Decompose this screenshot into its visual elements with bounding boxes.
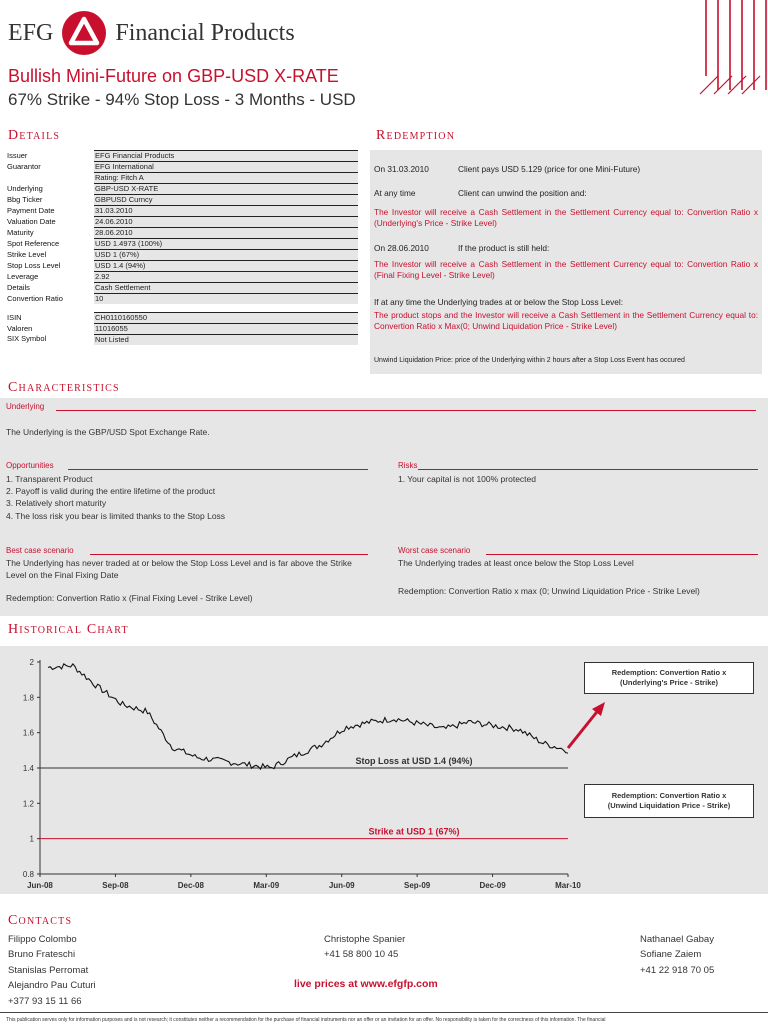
details-row xyxy=(6,312,358,323)
details-key: Stop Loss Level xyxy=(7,261,61,270)
historical-chart-heading: Historical Chart xyxy=(8,622,129,637)
details-row xyxy=(6,261,358,272)
details-value: 31.03.2010 xyxy=(94,206,358,217)
underlying-rule xyxy=(56,410,756,411)
details-value: GBP-USD X-RATE xyxy=(94,184,358,195)
contact-phone: +377 93 15 11 66 xyxy=(8,995,82,1007)
details-row xyxy=(6,294,358,305)
opportunity-item: 4. The loss risk you bear is limited thanks to the Stop Loss xyxy=(6,510,226,521)
details-value: CH0110160550 xyxy=(94,312,358,323)
opportunities-list xyxy=(6,473,225,522)
details-key xyxy=(6,304,94,312)
details-value: 24.06.2010 xyxy=(94,217,358,228)
details-key xyxy=(6,173,94,184)
best-case-rule xyxy=(90,554,368,555)
redemption-box-lower: Redemption: Convertion Ratio x (Unwind Liquidation Price - Strike) xyxy=(584,784,754,818)
underlying-text: The Underlying is the GBP/USD Spot Exchange Rate. xyxy=(6,427,210,437)
details-value xyxy=(94,304,358,312)
risks-label: Risks xyxy=(398,461,418,470)
worst-case-rule xyxy=(486,554,758,555)
y-tick-label: 0.8 xyxy=(22,870,34,879)
redemption-heading: Redemption xyxy=(376,128,456,143)
details-key: Valoren xyxy=(7,323,33,333)
details-row xyxy=(6,217,358,228)
opportunities-label: Opportunities xyxy=(6,461,54,470)
opportunity-item: 3. Relatively short maturity xyxy=(6,498,107,509)
product-title: Bullish Mini-Future on GBP-USD X-RATE xyxy=(8,66,339,86)
x-tick-label: Mar-10 xyxy=(555,881,581,890)
details-value: 11016055 xyxy=(94,323,358,334)
brand-left-text: EFG xyxy=(8,19,54,46)
details-value: EFG International xyxy=(94,162,358,173)
up-arrow-icon xyxy=(568,708,600,748)
details-key: Maturity xyxy=(7,228,34,237)
worst-case-text: The Underlying trades at least once below the Stop Loss Level xyxy=(398,558,634,568)
underlying-label: Underlying xyxy=(6,402,45,411)
redemption-box-upper: Redemption: Convertion Ratio x (Underlying's Price - Strike) xyxy=(584,662,754,694)
details-value: Not Listed xyxy=(94,334,358,345)
contact-name: Nathanael Gabay xyxy=(640,934,714,945)
opportunities-rule xyxy=(68,469,368,470)
details-key: ISIN xyxy=(7,312,22,322)
characteristics-heading: Characteristics xyxy=(8,380,120,395)
details-row xyxy=(6,206,358,217)
redemption-line-3: On 28.06.2010 If the product is still held: xyxy=(374,243,550,253)
footer-divider xyxy=(0,1012,768,1013)
x-tick-label: Sep-08 xyxy=(102,881,129,890)
opportunity-item: 2. Payoff is valid during the entire lifetime of the product xyxy=(6,486,216,497)
details-value: 28.06.2010 xyxy=(94,228,358,239)
details-row xyxy=(6,162,358,173)
contact-phone: +41 58 800 10 45 xyxy=(324,949,399,961)
details-key: Bbg Ticker xyxy=(7,195,43,204)
brand-right-text: Financial Products xyxy=(115,19,295,46)
details-row xyxy=(6,304,358,312)
x-tick-label: Jun-09 xyxy=(328,881,355,890)
contact-name: Alejandro Pau Cuturi xyxy=(8,980,96,992)
details-value: 2.92 xyxy=(94,272,358,283)
contacts-column-1 xyxy=(8,932,96,1009)
details-row xyxy=(6,195,358,206)
x-tick-label: Dec-08 xyxy=(177,881,204,890)
best-case-redemption: Redemption: Convertion Ratio x (Final Fixing Level - Strike Level) xyxy=(6,593,253,603)
brand-logo xyxy=(8,8,295,58)
gbpusd-series-line xyxy=(48,664,568,769)
efg-logo-icon xyxy=(61,10,107,56)
risks-list xyxy=(398,473,536,485)
details-row xyxy=(6,334,358,345)
details-row xyxy=(6,283,358,294)
details-row xyxy=(6,228,358,239)
characteristics-panel xyxy=(0,398,768,616)
contact-name: Stanislas Perromat xyxy=(8,964,89,976)
contacts-column-3 xyxy=(640,932,714,978)
risks-rule xyxy=(418,469,758,470)
details-key: Spot Reference xyxy=(7,239,60,248)
details-key: Underlying xyxy=(7,184,43,193)
contact-name: Bruno Frateschi xyxy=(8,949,76,961)
y-tick-label: 1.2 xyxy=(22,799,34,809)
details-value: Cash Settlement xyxy=(94,283,358,294)
redemption-line-2: At any time Client can unwind the position and: xyxy=(374,188,587,198)
contacts-heading: Contacts xyxy=(8,913,73,928)
details-row xyxy=(6,173,358,184)
historical-chart-panel xyxy=(0,646,768,894)
details-key: Valuation Date xyxy=(7,217,56,226)
details-row xyxy=(6,272,358,283)
contact-phone: +41 22 918 70 05 xyxy=(640,964,715,976)
worst-case-label: Worst case scenario xyxy=(398,546,471,555)
reference-line-label: Strike at USD 1 (67%) xyxy=(368,826,460,837)
details-value: GBPUSD Curncy xyxy=(94,195,358,206)
details-key: SIX Symbol xyxy=(7,334,47,344)
details-row xyxy=(6,239,358,250)
contact-name: Christophe Spanier xyxy=(324,934,406,945)
details-value: 10 xyxy=(94,294,358,305)
details-key: Issuer xyxy=(7,151,28,160)
details-value: USD 1.4973 (100%) xyxy=(94,239,358,250)
details-key: Details xyxy=(7,283,30,292)
x-tick-label: Sep-09 xyxy=(404,881,431,890)
y-tick-label: 1 xyxy=(29,834,34,844)
y-tick-label: 1.4 xyxy=(22,764,34,773)
details-row xyxy=(6,250,358,261)
details-row xyxy=(6,151,358,162)
details-value: USD 1.4 (94%) xyxy=(94,261,358,272)
details-key: Strike Level xyxy=(7,250,47,259)
details-row xyxy=(6,184,358,195)
product-subtitle: 67% Strike - 94% Stop Loss - 3 Months - USD xyxy=(8,90,356,109)
details-value: EFG Financial Products xyxy=(94,151,358,162)
redemption-red-2: The Investor will receive a Cash Settlement in the Settlement Currency equal to: Convertion Ratio x (Underlying's Price - Strike Level) xyxy=(374,207,758,228)
redemption-line-4: If at any time the Underlying trades at or below the Stop Loss Level: xyxy=(374,297,624,307)
details-key: Leverage xyxy=(7,272,39,281)
risk-item: 1. Your capital is not 100% protected xyxy=(398,474,536,484)
x-tick-label: Dec-09 xyxy=(479,881,506,890)
details-key: Convertion Ratio xyxy=(7,293,63,303)
contact-name: Filippo Colombo xyxy=(8,934,77,945)
contacts-column-2 xyxy=(324,932,405,963)
best-case-text: The Underlying has never traded at or below the Stop Loss Level and is far above the Strike Level on the Final Fixing Date xyxy=(6,558,352,581)
details-value: USD 1 (67%) xyxy=(94,250,358,261)
disclaimer-text: This publication serves only for information purposes and is not research; it constitutes neither a recommendation for the purchase of financial instruments nor an offer or an invitation for an offer. No responsibility is taken for the correctness of this information. The financial xyxy=(6,1017,606,1023)
x-tick-label: Jun-08 xyxy=(27,881,53,890)
opportunity-item: 1. Transparent Product xyxy=(6,474,93,484)
redemption-red-3: The Investor will receive a Cash Settlement in the Settlement Currency equal to: Convertion Ratio x (Final Fixing Level - Strike Level) xyxy=(374,259,758,280)
y-tick-label: 2 xyxy=(29,658,34,667)
redemption-panel xyxy=(370,150,762,374)
details-table xyxy=(6,150,358,345)
y-tick-label: 1.8 xyxy=(22,693,34,703)
x-tick-label: Mar-09 xyxy=(253,881,280,890)
corner-stripes-decoration xyxy=(698,0,768,96)
worst-case-redemption: Redemption: Convertion Ratio x max (0; Unwind Liquidation Price - Strike Level) xyxy=(398,586,700,596)
y-tick-label: 1.6 xyxy=(22,728,34,738)
redemption-red-4: The product stops and the Investor will receive a Cash Settlement in the Settlement Currency equal to: Convertion Ratio x Max(0; Unwind Liquidation Price - Strike Level) xyxy=(374,310,758,331)
live-prices-link[interactable]: live prices at www.efgfp.com xyxy=(294,978,438,990)
best-case-label: Best case scenario xyxy=(6,546,74,555)
contact-name: Sofiane Zaiem xyxy=(640,949,702,961)
reference-line-label: Stop Loss at USD 1.4 (94%) xyxy=(355,756,473,766)
details-value: Rating: Fitch A xyxy=(94,173,358,184)
redemption-line-1: On 31.03.2010 Client pays USD 5.129 (price for one Mini-Future) xyxy=(374,164,641,174)
unwind-note: Unwind Liquidation Price: price of the Underlying within 2 hours after a Stop Loss Event has occured xyxy=(374,357,685,364)
details-heading: Details xyxy=(8,128,61,143)
details-key: Payment Date xyxy=(7,206,55,215)
details-key: Guarantor xyxy=(7,162,41,171)
details-row xyxy=(6,323,358,334)
